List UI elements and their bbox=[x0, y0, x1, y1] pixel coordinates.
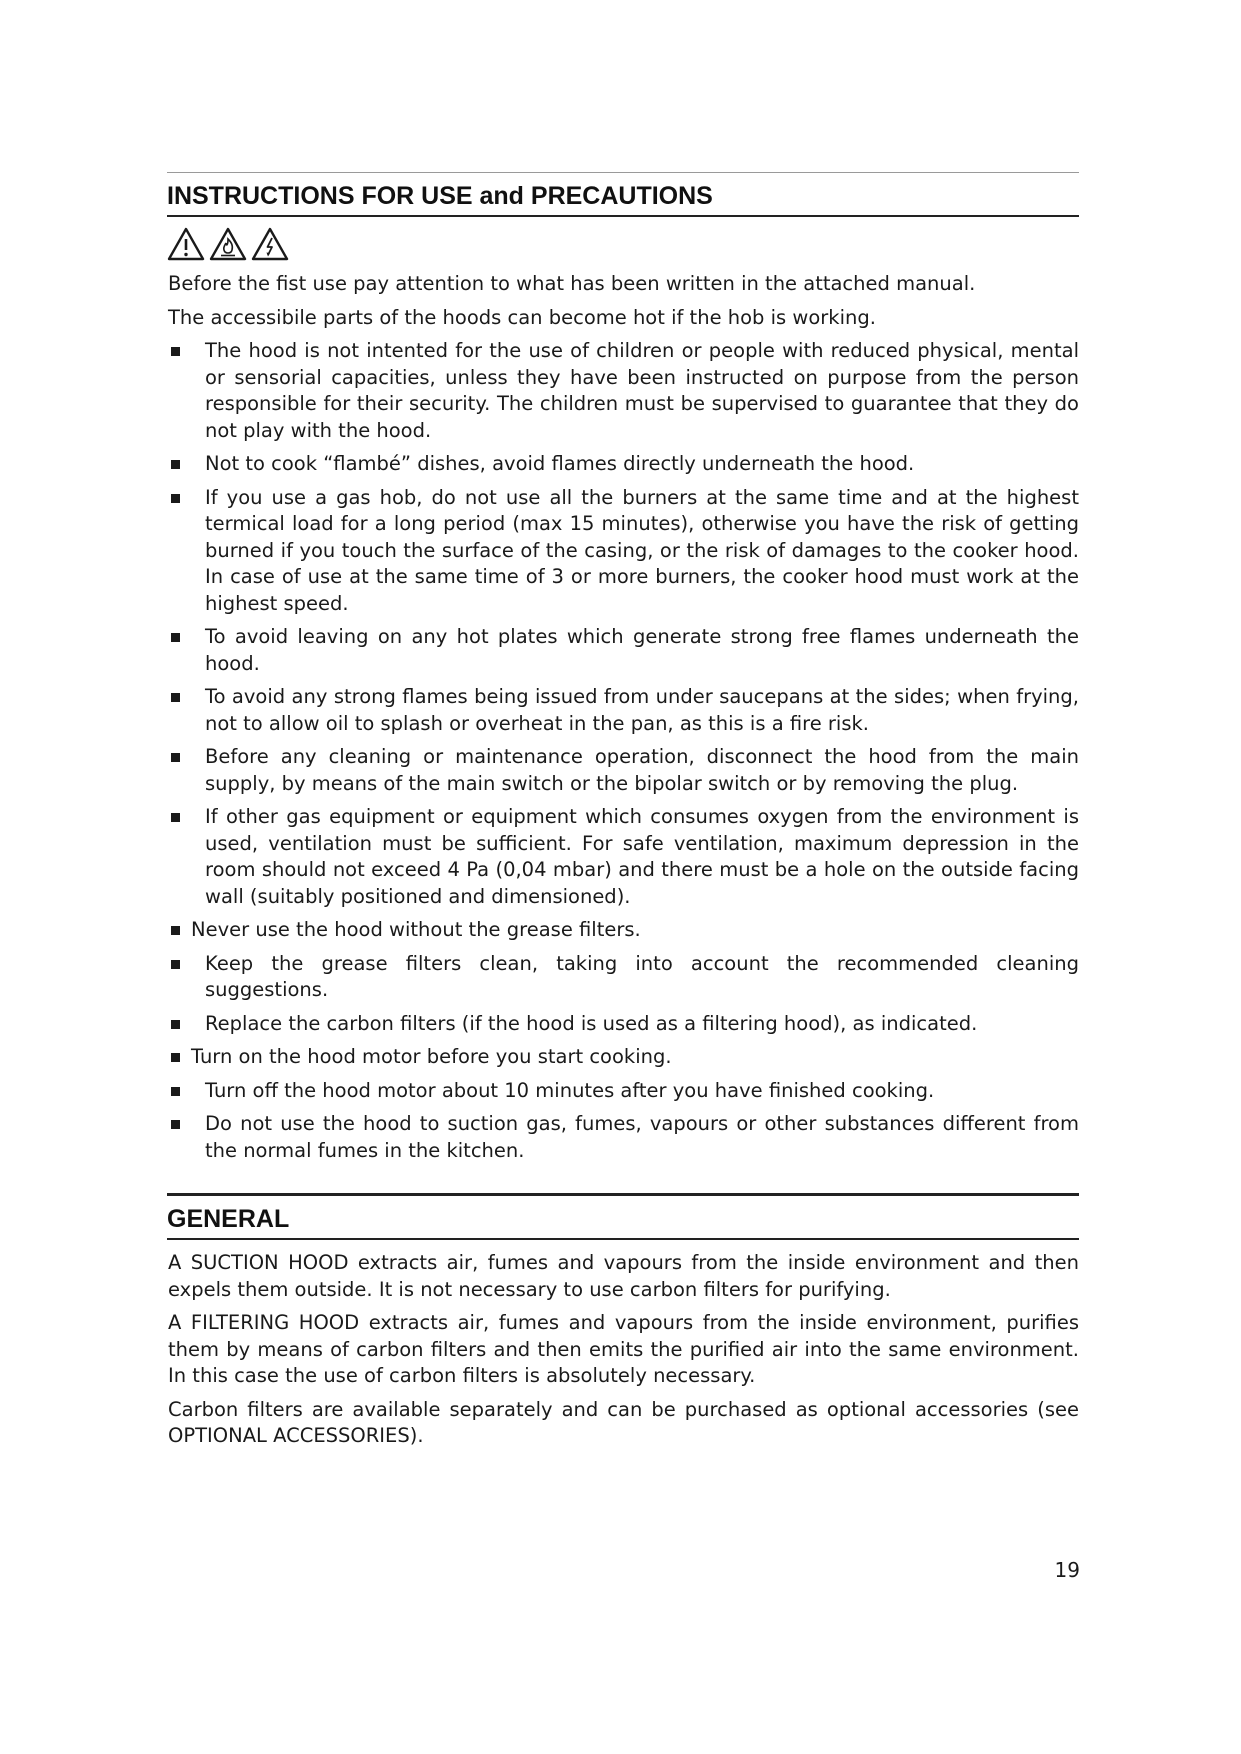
bullet-square-icon bbox=[171, 693, 180, 702]
bullet-square-icon bbox=[171, 460, 180, 469]
heading-underline bbox=[167, 215, 1079, 217]
list-item: If other gas equipment or equipment which consumes oxygen from the environment is used, ventilation must be sufficient. For safe ventilation, maximum depression in the room should not exceed 4 Pa (0,04 mbar) and there must be a hole on the outside facing wall (suitably positioned and dimensioned). bbox=[167, 804, 1079, 910]
list-item: To avoid any strong flames being issued from under saucepans at the sides; when frying, not to allow oil to splash or overheat in the pan, as this is a fire risk. bbox=[167, 684, 1079, 737]
top-divider bbox=[167, 172, 1079, 173]
list-item: Keep the grease filters clean, taking into account the recommended cleaning suggestions. bbox=[167, 951, 1079, 1004]
bullet-square-icon bbox=[171, 494, 180, 503]
list-item: Turn off the hood motor about 10 minutes after you have finished cooking. bbox=[167, 1078, 1079, 1105]
warning-triangle-icon bbox=[167, 227, 205, 261]
intro-paragraph: Before the fist use pay attention to what has been written in the attached manual. bbox=[168, 272, 976, 295]
bullet-square-icon bbox=[171, 1053, 180, 1062]
bullet-square-icon bbox=[171, 960, 180, 969]
list-item: Never use the hood without the grease filters. bbox=[167, 917, 1079, 944]
bullet-square-icon bbox=[171, 1020, 180, 1029]
list-item: The hood is not intented for the use of children or people with reduced physical, mental or sensorial capacities, unless they have been instructed on purpose from the person responsible for their security. The children must be supervised to guarantee that they do not play with the hood. bbox=[167, 338, 1079, 444]
fire-hazard-icon bbox=[209, 227, 247, 261]
list-item: If you use a gas hob, do not use all the burners at the same time and at the highest termical load for a long period (max 15 minutes), otherwise you have the risk of getting burned if you touch the surface of the casing, or the risk of damages to the cooker hood. In case of use at the same time of 3 or more burners, the cooker hood must work at the highest speed. bbox=[167, 485, 1079, 618]
bullet-square-icon bbox=[171, 753, 180, 762]
general-paragraph: A FILTERING HOOD extracts air, fumes and vapours from the inside environment, purifies them by means of carbon filters and then emits the purified air into the same environment. In this case the use of carbon filters is absolutely necessary. bbox=[168, 1311, 1079, 1387]
bullet-square-icon bbox=[171, 347, 180, 356]
general-paragraph: Carbon filters are available separately and can be purchased as optional accessories (see OPTIONAL ACCESSORIES). bbox=[168, 1397, 1079, 1447]
list-item: Not to cook “flambé” dishes, avoid flames directly underneath the hood. bbox=[167, 451, 1079, 478]
page-number: 19 bbox=[1054, 1558, 1080, 1582]
instructions-heading: INSTRUCTIONS FOR USE and PRECAUTIONS bbox=[167, 182, 713, 210]
bullet-square-icon bbox=[171, 1087, 180, 1096]
electric-hazard-icon bbox=[251, 227, 289, 261]
bullet-square-icon bbox=[171, 813, 180, 822]
bullet-square-icon bbox=[171, 1120, 180, 1129]
list-item: Do not use the hood to suction gas, fumes, vapours or other substances different from the normal fumes in the kitchen. bbox=[167, 1111, 1079, 1164]
bullet-square-icon bbox=[171, 633, 180, 642]
list-item: Before any cleaning or maintenance operation, disconnect the hood from the main supply, by means of the main switch or the bipolar switch or by removing the plug. bbox=[167, 744, 1079, 797]
warning-icons bbox=[167, 227, 1079, 263]
list-item: Replace the carbon filters (if the hood is used as a filtering hood), as indicated. bbox=[167, 1011, 1079, 1038]
page-content bbox=[167, 172, 1079, 1457]
general-paragraph: A SUCTION HOOD extracts air, fumes and vapours from the inside environment and then expels them outside. It is not necessary to use carbon filters for purifying. bbox=[168, 1251, 1079, 1301]
section-divider bbox=[167, 1193, 1079, 1196]
bullet-square-icon bbox=[171, 926, 180, 935]
list-item: Turn on the hood motor before you start cooking. bbox=[167, 1044, 1079, 1071]
general-heading: GENERAL bbox=[167, 1205, 290, 1233]
intro-paragraph: The accessibile parts of the hoods can become hot if the hob is working. bbox=[168, 305, 876, 329]
precautions-list bbox=[167, 338, 1079, 1164]
list-item: To avoid leaving on any hot plates which generate strong free flames underneath the hood. bbox=[167, 624, 1079, 677]
